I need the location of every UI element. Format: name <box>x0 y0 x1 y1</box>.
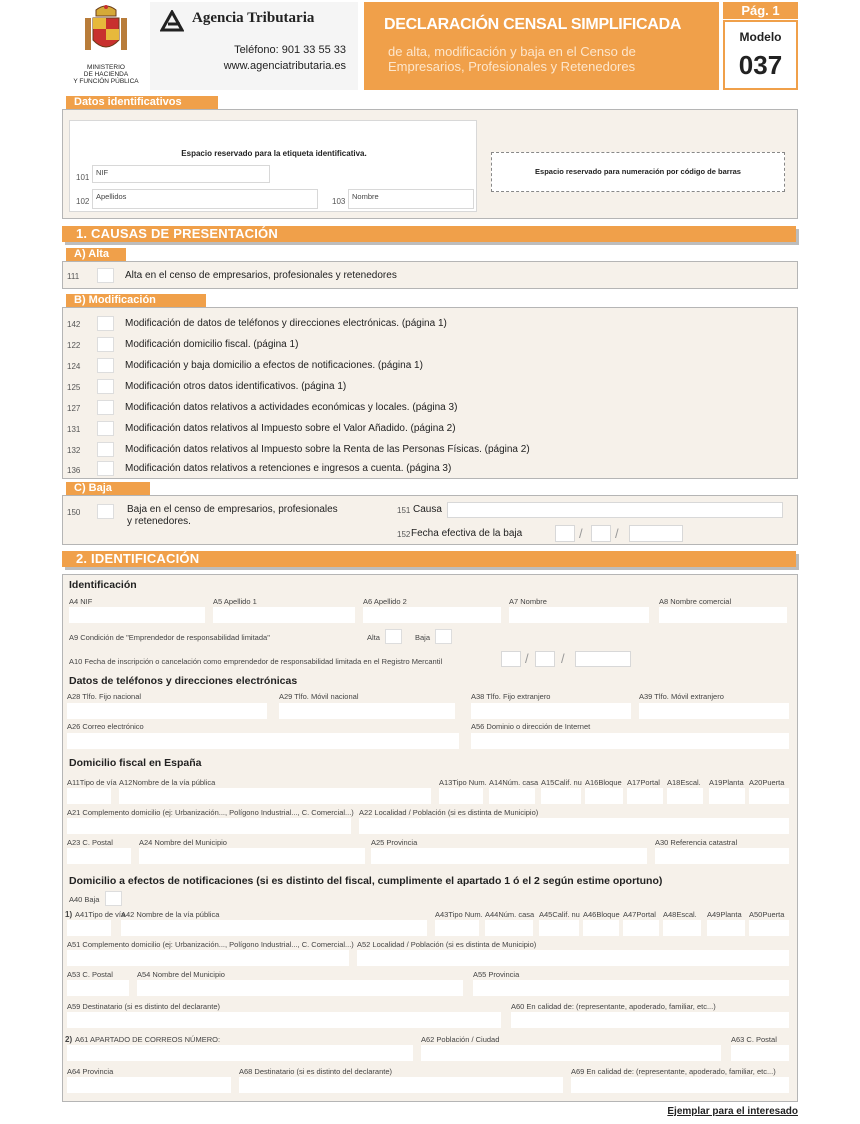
a44-field[interactable] <box>485 920 533 936</box>
mod-text: Modificación datos relativos a retenciones e ingresos a cuenta. (página 3) <box>125 463 452 474</box>
a60-field[interactable] <box>511 1012 789 1028</box>
mod-code: 122 <box>67 341 81 350</box>
alta-panel <box>62 261 798 289</box>
mod-checkbox[interactable] <box>97 358 114 373</box>
alta-code: 111 <box>67 272 80 281</box>
mod-checkbox[interactable] <box>97 421 114 436</box>
a64-field[interactable] <box>67 1077 231 1093</box>
barcode-space <box>491 152 785 192</box>
a59-label: A59 Destinatario (si es distinto del declarante) <box>67 1002 220 1011</box>
causa-label: Causa <box>413 504 442 515</box>
a9-baja-checkbox[interactable] <box>435 629 452 644</box>
a6-label: A6 Apellido 2 <box>363 597 407 606</box>
ident-heading: Identificación <box>69 579 137 591</box>
a19-field[interactable] <box>709 788 745 804</box>
a48-field[interactable] <box>663 920 701 936</box>
baja-text-1: Baja en el censo de empresarios, profesionales <box>127 504 338 515</box>
a28-label: A28 Tlfo. Fijo nacional <box>67 692 142 701</box>
date-separator: / <box>579 526 583 541</box>
fecha-day-field[interactable] <box>555 525 575 542</box>
mod-checkbox[interactable] <box>97 461 114 476</box>
baja-text-2: y retenedores. <box>127 516 191 527</box>
f103-code: 103 <box>332 197 346 206</box>
date-separator: / <box>561 651 565 666</box>
mod-text: Modificación otros datos identificativos. (página 1) <box>125 381 347 392</box>
a28-field[interactable] <box>67 703 267 719</box>
date-separator: / <box>525 651 529 666</box>
a45-field[interactable] <box>539 920 579 936</box>
ministry-line-3: Y FUNCIÓN PÚBLICA <box>73 78 139 85</box>
alta-checkbox[interactable] <box>97 268 114 283</box>
mod-checkbox[interactable] <box>97 400 114 415</box>
tel-heading: Datos de teléfonos y direcciones electrónicas <box>69 675 298 687</box>
a43-field[interactable] <box>435 920 479 936</box>
a51-label: A51 Complemento domicilio (ej: Urbanización..., Polígono Industrial..., C. Comercial...) <box>67 940 354 949</box>
a5-label: A5 Apellido 1 <box>213 597 257 606</box>
agency-phone: Teléfono: 901 33 55 33 <box>234 44 346 56</box>
a9-alta-checkbox[interactable] <box>385 629 402 644</box>
mod-code: 125 <box>67 383 81 392</box>
a14-field[interactable] <box>489 788 535 804</box>
a10-month-field[interactable] <box>535 651 555 667</box>
opt1-label: 1) <box>65 910 73 919</box>
datos-tag: Datos identificativos <box>66 96 218 109</box>
a49-field[interactable] <box>707 920 745 936</box>
a60-label: A60 En calidad de: (representante, apoderado, familiar, etc...) <box>511 1002 716 1011</box>
fecha-month-field[interactable] <box>591 525 611 542</box>
mod-checkbox[interactable] <box>97 337 114 352</box>
a25-field[interactable] <box>371 848 647 864</box>
mod-text: Modificación datos relativos al Impuesto sobre el Valor Añadido. (página 2) <box>125 423 456 434</box>
a69-label: A69 En calidad de: (representante, apoderado, familiar, etc...) <box>571 1067 776 1076</box>
a7-field[interactable] <box>509 607 649 623</box>
identificacion-panel <box>62 574 798 1102</box>
a30-label: A30 Referencia catastral <box>655 838 738 847</box>
baja-panel <box>62 495 798 545</box>
a17-label: A17Portal <box>627 778 660 787</box>
fecha-label: Fecha efectiva de la baja <box>411 528 523 539</box>
a7-label: A7 Nombre <box>509 597 547 606</box>
mod-code: 132 <box>67 446 81 455</box>
a11-label: A11Tipo de vía <box>67 778 117 787</box>
a10-label: A10 Fecha de inscripción o cancelación como emprendedor de responsabilidad limitada en el Registro Mercantil <box>69 657 443 666</box>
apellidos-label: Apellidos <box>96 192 127 201</box>
a55-label: A55 Provincia <box>473 970 520 979</box>
a4-field[interactable] <box>69 607 205 623</box>
a42-label: A42 Nombre de la vía pública <box>121 910 220 919</box>
a29-label: A29 Tlfo. Móvil nacional <box>279 692 359 701</box>
a64-label: A64 Provincia <box>67 1067 114 1076</box>
a9-alta-label: Alta <box>367 633 380 642</box>
a51-field[interactable] <box>67 950 349 966</box>
baja-checkbox[interactable] <box>97 504 114 519</box>
a52-field[interactable] <box>357 950 789 966</box>
a61-field[interactable] <box>67 1045 413 1061</box>
a30-field[interactable] <box>655 848 789 864</box>
a53-field[interactable] <box>67 980 129 996</box>
mod-code: 142 <box>67 320 81 329</box>
a62-field[interactable] <box>421 1045 721 1061</box>
a61-label: A61 APARTADO DE CORREOS NÚMERO: <box>75 1035 221 1044</box>
a46-label: A46Bloque <box>583 910 620 919</box>
a46-field[interactable] <box>583 920 619 936</box>
alta-text: Alta en el censo de empresarios, profesionales y retenedores <box>125 270 397 281</box>
a38-field[interactable] <box>471 703 631 719</box>
form-title-block <box>364 2 719 90</box>
a45-label: A45Calif. nu <box>539 910 580 919</box>
section1-title: 1. CAUSAS DE PRESENTACIÓN <box>62 226 796 242</box>
fecha-year-field[interactable] <box>629 525 683 542</box>
datos-panel <box>62 109 798 219</box>
a40-label: A40 Baja <box>69 895 100 904</box>
modificacion-panel <box>62 307 798 479</box>
label-space-text: Espacio reservado para la etiqueta identificativa. <box>181 149 367 158</box>
nombre-field[interactable] <box>348 189 474 209</box>
f102-code: 102 <box>76 197 90 206</box>
a18-label: A18Escal. <box>667 778 701 787</box>
a8-field[interactable] <box>659 607 787 623</box>
a49-label: A49Planta <box>707 910 742 919</box>
nif-label: NIF <box>96 168 109 177</box>
a12-label: A12Nombre de la vía pública <box>119 778 216 787</box>
a15-label: A15Calif. nu <box>541 778 582 787</box>
a23-label: A23 C. Postal <box>67 838 113 847</box>
mod-text: Modificación domicilio fiscal. (página 1) <box>125 339 299 350</box>
a24-field[interactable] <box>139 848 365 864</box>
a26-label: A26 Correo electrónico <box>67 722 144 731</box>
nif-field[interactable] <box>92 165 270 183</box>
not-heading: Domicilio a efectos de notificaciones (si es distinto del fiscal, cumplimente el apartado 1 ó el 2 según estime oportuno) <box>69 875 663 887</box>
a40-checkbox[interactable] <box>105 891 122 906</box>
mod-checkbox[interactable] <box>97 442 114 457</box>
ministry-line-1: MINISTERIO <box>87 64 125 71</box>
a39-label: A39 Tlfo. Móvil extranjero <box>639 692 724 701</box>
mod-code: 124 <box>67 362 81 371</box>
section2-title: 2. IDENTIFICACIÓN <box>62 551 796 567</box>
a22-label: A22 Localidad / Población (si es distinta de Municipio) <box>359 808 539 817</box>
a69-field[interactable] <box>571 1077 789 1093</box>
causa-field[interactable] <box>447 502 783 518</box>
a50-field[interactable] <box>749 920 789 936</box>
a4-label: A4 NIF <box>69 597 93 606</box>
form-subtitle-2: Empresarios, Profesionales y Retenedores <box>388 59 636 74</box>
opt2-label: 2) <box>65 1035 73 1044</box>
a12-field[interactable] <box>119 788 431 804</box>
mod-checkbox[interactable] <box>97 379 114 394</box>
a19-label: A19Planta <box>709 778 744 787</box>
copy-label: Ejemplar para el interesado <box>667 1106 798 1117</box>
a50-label: A50Puerta <box>749 910 785 919</box>
a62-label: A62 Población / Ciudad <box>421 1035 500 1044</box>
barcode-space-text: Espacio reservado para numeración por código de barras <box>535 167 741 176</box>
a10-day-field[interactable] <box>501 651 521 667</box>
ministry-logo <box>62 4 150 90</box>
a48-label: A48Escal. <box>663 910 697 919</box>
mod-code: 127 <box>67 404 81 413</box>
mod-code: 131 <box>67 425 81 434</box>
a52-label: A52 Localidad / Población (si es distinta de Municipio) <box>357 940 537 949</box>
a59-field[interactable] <box>67 1012 501 1028</box>
a53-label: A53 C. Postal <box>67 970 113 979</box>
coat-of-arms-icon <box>81 4 131 60</box>
a16-field[interactable] <box>585 788 623 804</box>
a54-field[interactable] <box>137 980 463 996</box>
a5-field[interactable] <box>213 607 355 623</box>
mod-text: Modificación de datos de teléfonos y direcciones electrónicas. (página 1) <box>125 318 447 329</box>
ministry-line-2: DE HACIENDA <box>83 71 129 78</box>
a9-baja-label: Baja <box>415 633 431 642</box>
a29-field[interactable] <box>279 703 455 719</box>
modelo-label: Modelo <box>739 30 782 44</box>
mod-text: Modificación y baja domicilio a efectos de notificaciones. (página 1) <box>125 360 423 371</box>
a41-field[interactable] <box>67 920 111 936</box>
baja-tag: C) Baja <box>66 482 150 495</box>
baja-code: 150 <box>67 508 81 517</box>
a6-field[interactable] <box>363 607 501 623</box>
a21-label: A21 Complemento domicilio (ej: Urbanización..., Polígono Industrial..., C. Comercial...) <box>67 808 354 817</box>
a39-field[interactable] <box>639 703 789 719</box>
a15-field[interactable] <box>541 788 581 804</box>
agency-name: Agencia Tributaria <box>192 10 315 26</box>
a10-year-field[interactable] <box>575 651 631 667</box>
a68-field[interactable] <box>239 1077 563 1093</box>
a14-label: A14Núm. casa <box>489 778 539 787</box>
a23-field[interactable] <box>67 848 131 864</box>
a43-label: A43Tipo Num. <box>435 910 483 919</box>
date-separator: / <box>615 526 619 541</box>
a13-field[interactable] <box>439 788 483 804</box>
a44-label: A44Núm. casa <box>485 910 535 919</box>
page-badge <box>723 2 798 19</box>
a21-field[interactable] <box>67 818 351 834</box>
a16-label: A16Bloque <box>585 778 622 787</box>
a63-field[interactable] <box>731 1045 789 1061</box>
a47-field[interactable] <box>623 920 659 936</box>
form-subtitle-1: de alta, modificación y baja en el Censo de <box>388 44 636 59</box>
a63-label: A63 C. Postal <box>731 1035 777 1044</box>
modelo-number: 037 <box>738 50 783 80</box>
a9-label: A9 Condición de "Emprendedor de responsabilidad limitada" <box>69 633 270 642</box>
form-title: DECLARACIÓN CENSAL SIMPLIFICADA <box>384 16 682 33</box>
a13-label: A13Tipo Num. <box>439 778 487 787</box>
a42-field[interactable] <box>121 920 427 936</box>
a55-field[interactable] <box>473 980 789 996</box>
a56-label: A56 Dominio o dirección de Internet <box>471 722 591 731</box>
a8-label: A8 Nombre comercial <box>659 597 732 606</box>
f101-code: 101 <box>76 173 90 182</box>
modificacion-tag: B) Modificación <box>66 294 206 307</box>
causa-code: 151 <box>397 506 411 515</box>
a68-label: A68 Destinatario (si es distinto del declarante) <box>239 1067 392 1076</box>
a17-field[interactable] <box>627 788 663 804</box>
alta-tag: A) Alta <box>66 248 126 261</box>
a41-label: A41Tipo de vía <box>75 910 126 919</box>
label-space <box>69 120 477 212</box>
apellidos-field[interactable] <box>92 189 318 209</box>
a54-label: A54 Nombre del Municipio <box>137 970 225 979</box>
a22-field[interactable] <box>359 818 789 834</box>
fecha-code: 152 <box>397 530 411 539</box>
agency-website: www.agenciatributaria.es <box>223 60 346 72</box>
a25-label: A25 Provincia <box>371 838 418 847</box>
agency-logo-icon <box>160 10 184 32</box>
mod-code: 136 <box>67 466 81 475</box>
nombre-label: Nombre <box>352 192 379 201</box>
mod-text: Modificación datos relativos al Impuesto sobre la Renta de las Personas Físicas. (página 2) <box>125 444 530 455</box>
a24-label: A24 Nombre del Municipio <box>139 838 227 847</box>
modelo-box <box>723 20 798 90</box>
a20-field[interactable] <box>749 788 789 804</box>
mod-checkbox[interactable] <box>97 316 114 331</box>
a47-label: A47Portal <box>623 910 656 919</box>
a18-field[interactable] <box>667 788 703 804</box>
mod-text: Modificación datos relativos a actividades económicas y locales. (página 3) <box>125 402 458 413</box>
page-label: Pág. 1 <box>741 3 780 18</box>
a56-field[interactable] <box>471 733 789 749</box>
a11-field[interactable] <box>67 788 111 804</box>
dom-heading: Domicilio fiscal en España <box>69 757 202 769</box>
a20-label: A20Puerta <box>749 778 785 787</box>
agency-block <box>150 2 358 90</box>
a38-label: A38 Tlfo. Fijo extranjero <box>471 692 551 701</box>
a26-field[interactable] <box>67 733 459 749</box>
